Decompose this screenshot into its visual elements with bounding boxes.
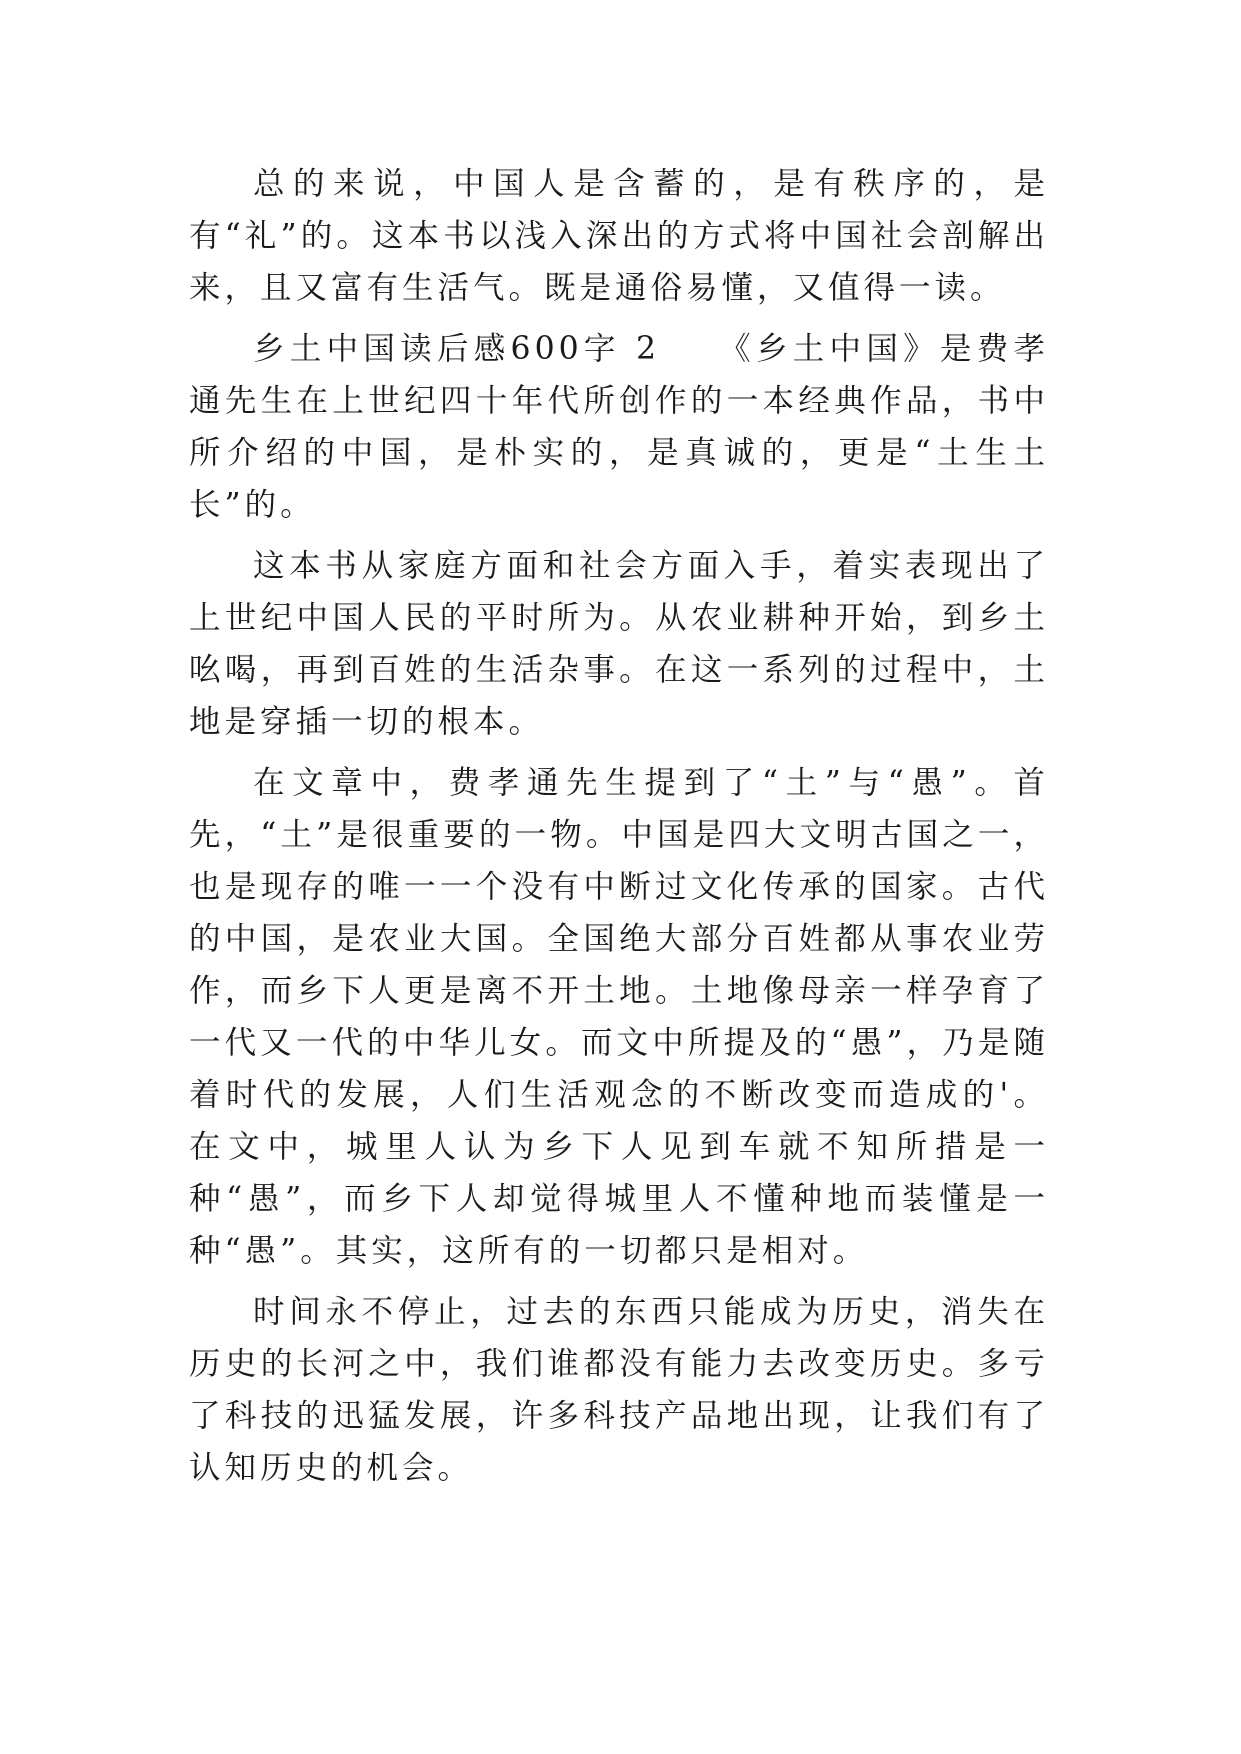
- paragraph-summary: 总的来说，中国人是含蓄的，是有秩序的，是有“礼”的。这本书以浅入深出的方式将中国社会剖解出来，且又富有生活气。既是通俗易懂，又值得一读。: [189, 166, 1049, 306]
- paragraph-history: 时间永不停止，过去的东西只能成为历史，消失在历史的长河之中，我们谁都没有能力去改变历史。多亏了科技的迅猛发展，许多科技产品地出现，让我们有了认知历史的机会。: [189, 1294, 1049, 1486]
- paragraph-essay-heading: 乡土中国读后感600字 2 《乡土中国》是费孝通先生在上世纪四十年代所创作的一本经典作品，书中所介绍的中国，是朴实的，是真诚的，更是“土生土长”的。: [189, 331, 1049, 523]
- paragraph-earth-and-foolishness: 在文章中，费孝通先生提到了“土”与“愚”。首先，“土”是很重要的一物。中国是四大文明古国之一，也是现存的唯一一个没有中断过文化传承的国家。古代的中国，是农业大国。全国绝大部分百姓都从事农业劳作，而乡下人更是离不开土地。土地像母亲一样孕育了一代又一代的中华儿女。而文中所提及的“愚”，乃是随着时代的发展，人们生活观念的不断改变而造成的'。在文中，城里人认为乡下人见到车就不知所措是一种“愚”，而乡下人却觉得城里人不懂种地而装懂是一种“愚”。其实，这所有的一切都只是相对。: [189, 765, 1049, 1269]
- document-body: [189, 158, 1049, 1503]
- paragraph-family-society: 这本书从家庭方面和社会方面入手，着实表现出了上世纪中国人民的平时所为。从农业耕种开始，到乡土吆喝，再到百姓的生活杂事。在这一系列的过程中，土地是穿插一切的根本。: [189, 548, 1049, 740]
